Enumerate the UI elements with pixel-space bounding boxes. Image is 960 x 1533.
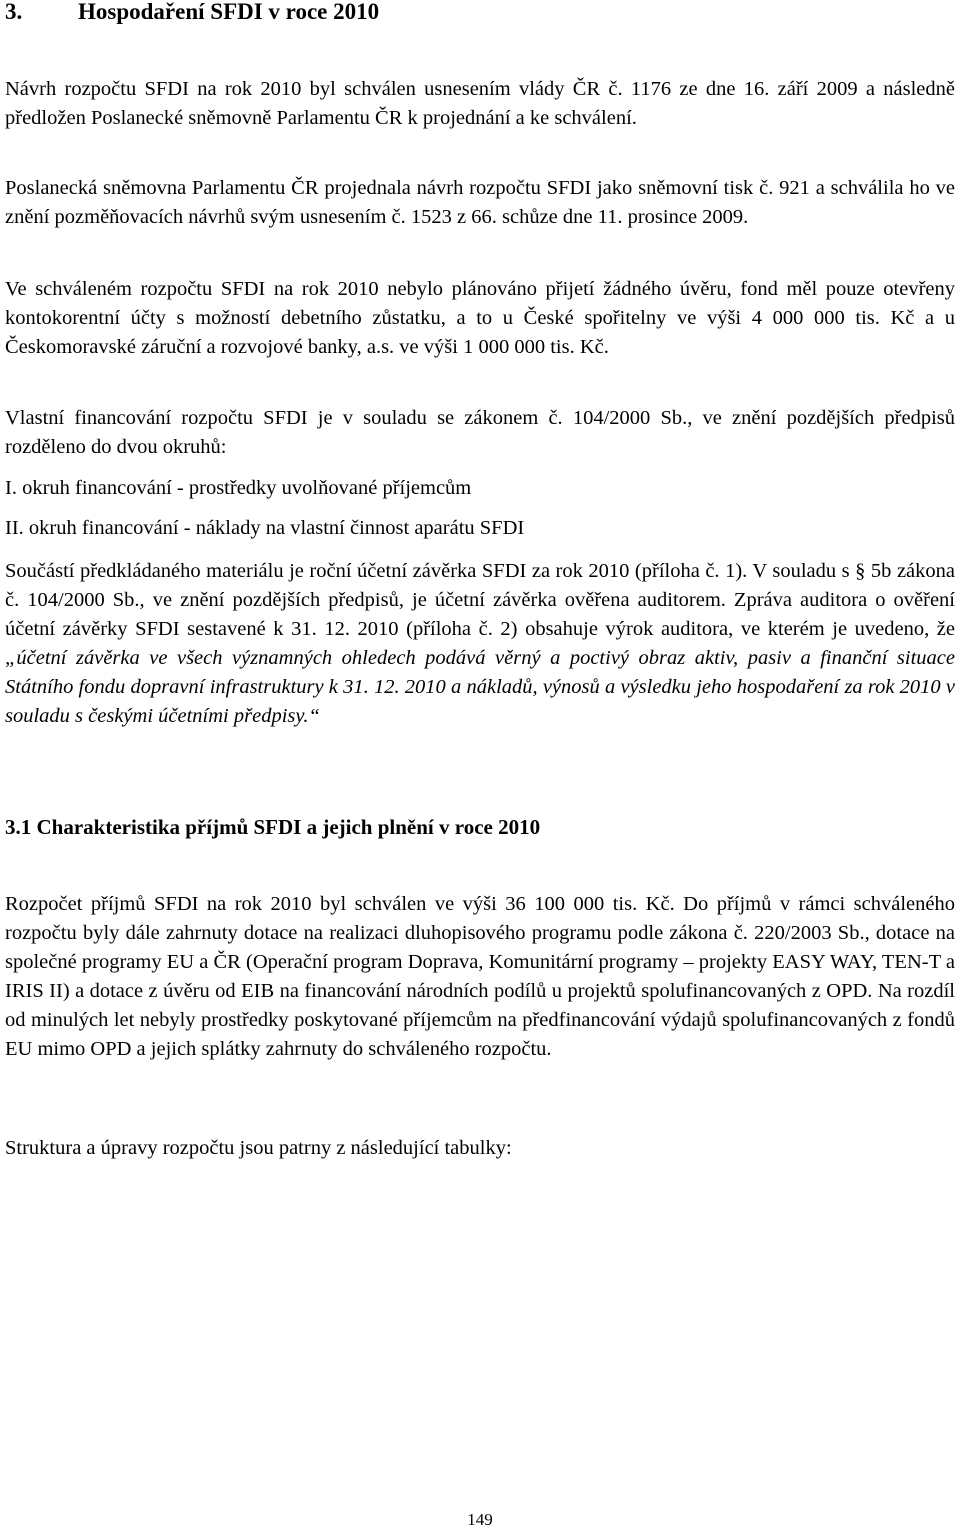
paragraph-financovani: Vlastní financování rozpočtu SFDI je v souladu se zákonem č. 104/2000 Sb., ve znění pozdějších předpisů rozděleno do dvou okruhů: xyxy=(5,407,955,458)
paragraph-tabulka-intro: Struktura a úpravy rozpočtu jsou patrny z následující tabulky: xyxy=(5,1137,512,1159)
paragraph-snemovna: Poslanecká sněmovna Parlamentu ČR projednala návrh rozpočtu SFDI jako sněmovní tisk č. 921 a schválila ho ve znění pozměňovacích návrhů svým usnesením č. 1523 z 66. schůze dne 11. prosince 2009. xyxy=(5,177,955,228)
subsection-heading: 3.1 Charakteristika příjmů SFDI a jejich plnění v roce 2010 xyxy=(5,815,541,839)
auditor-quote: „účetní závěrka ve všech významných ohledech podává věrný a poctivý obraz aktiv, pasiv a finanční situace Státního fondu dopravní infrastruktury k 31. 12. 2010 a nákladů, výnosů a výsledku jeho hospodaření za rok 2010 v souladu s českými účetními předpisy.“ xyxy=(5,647,955,727)
section-number: 3. xyxy=(5,0,23,24)
paragraph-navrh: Návrh rozpočtu SFDI na rok 2010 byl schválen usnesením vlády ČR č. 1176 ze dne 16. září 2009 a následně předložen Poslanecké sněmovně Parlamentu ČR k projednání a ke schválení. xyxy=(5,78,955,129)
paragraph-uvery: Ve schváleném rozpočtu SFDI na rok 2010 nebylo plánováno přijetí žádného úvěru, fond měl pouze otevřeny kontokorentní účty s možností debetního zůstatku, a to u České spořitelny ve výši 4 000 000 tis. Kč a u Českomoravské záruční a rozvojové banky, a.s. ve výši 1 000 000 tis. Kč. xyxy=(5,278,955,358)
section-heading xyxy=(5,0,379,24)
okruh-2: II. okruh financování - náklady na vlastní činnost aparátu SFDI xyxy=(5,517,525,539)
zaverka-text: Součástí předkládaného materiálu je roční účetní závěrka SFDI za rok 2010 (příloha č. 1). V souladu s § 5b zákona č. 104/2000 Sb., ve znění pozdějších předpisů, je účetní závěrka ověřena auditorem. Zpráva auditora o ověření účetní závěrky SFDI sestavené k 31. 12. 2010 (příloha č. 2) obsahuje výrok auditora, ve kterém je uvedeno, že xyxy=(5,560,955,640)
section-title: Hospodaření SFDI v roce 2010 xyxy=(78,0,380,24)
paragraph-rozpocet-prijmu: Rozpočet příjmů SFDI na rok 2010 byl schválen ve výši 36 100 000 tis. Kč. Do příjmů v rámci schváleného rozpočtu byly dále zahrnuty dotace na realizaci dluhopisového programu podle zákona č. 220/2003 Sb., dotace na společné programy EU a ČR (Operační program Doprava, Komunitární programy – projekty EASY WAY, TEN-T a IRIS II) a dotace z úvěru od EIB na financování národních podílů u projektů spolufinancovaných z OPD. Na rozdíl od minulých let nebyly prostředky poskytované příjemcům na předfinancování výdajů spolufinancovaných z fondů EU mimo OPD a jejich splátky zahrnuty do schváleného rozpočtu. xyxy=(5,893,955,1060)
page-number: 149 xyxy=(467,1510,493,1529)
okruh-1: I. okruh financování - prostředky uvolňované příjemcům xyxy=(5,477,472,499)
paragraph-zaverka xyxy=(5,557,955,731)
